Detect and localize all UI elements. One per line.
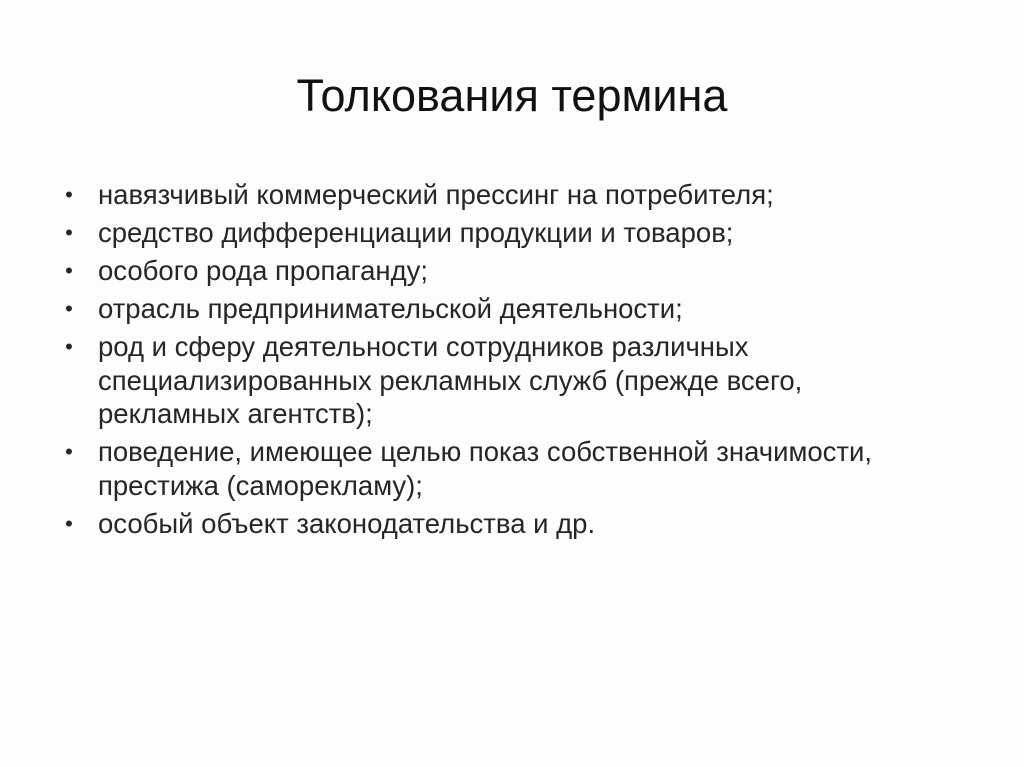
bullet-icon: • bbox=[65, 258, 73, 283]
bullet-icon: • bbox=[65, 439, 73, 464]
list-item bbox=[56, 254, 946, 288]
list-item-text: навязчивый коммерческий прессинг на потребителя; bbox=[98, 179, 774, 210]
list-item bbox=[56, 435, 946, 502]
list-item-text: особый объект законодательства и др. bbox=[98, 507, 596, 539]
list-item-text: средство дифференциации продукции и товаров; bbox=[98, 217, 734, 248]
bullet-icon: • bbox=[65, 296, 73, 321]
list-item-text: отрасль предпринимательской деятельности; bbox=[98, 293, 683, 324]
bullet-list bbox=[56, 178, 946, 545]
list-item bbox=[56, 216, 946, 250]
list-item bbox=[56, 507, 946, 541]
list-item bbox=[56, 292, 946, 326]
bullet-icon: • bbox=[65, 510, 73, 536]
list-item-text: род и сферу деятельности сотрудников различных специализированных рекламных служб (прежде всего, рекламных агентств); bbox=[98, 331, 803, 429]
list-item-text: поведение, имеющее целью показ собственной значимости, престижа (саморекламу); bbox=[98, 436, 873, 501]
slide-title: Толкования термина bbox=[296, 70, 728, 121]
bullet-icon: • bbox=[65, 182, 73, 207]
list-item bbox=[56, 330, 946, 431]
list-item bbox=[56, 178, 946, 212]
bullet-icon: • bbox=[65, 220, 73, 245]
list-item-text: особого рода пропаганду; bbox=[98, 255, 429, 286]
bullet-icon: • bbox=[65, 334, 73, 359]
